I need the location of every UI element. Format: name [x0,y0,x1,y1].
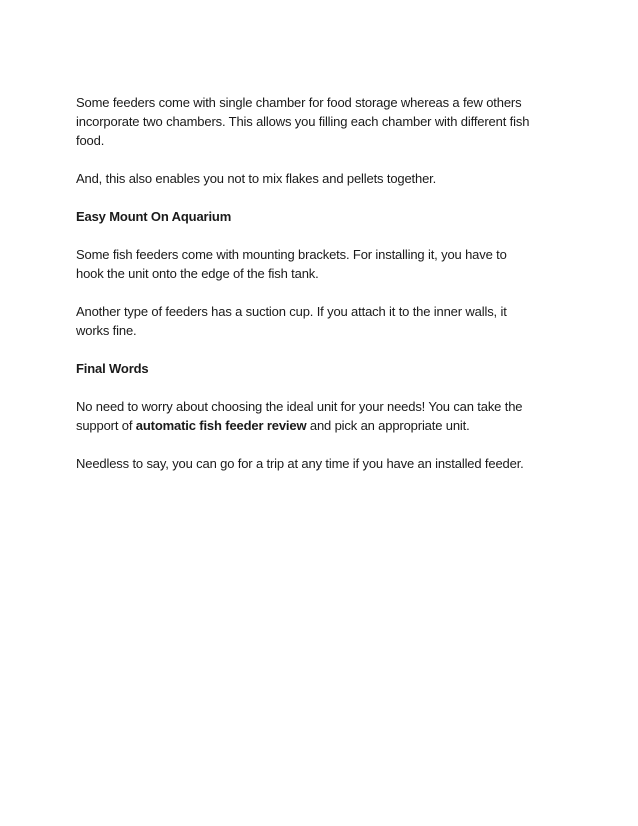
text-line: food. [76,133,105,148]
text-line: Needless to say, you can go for a trip at any time if you have an installed feeder. [76,456,524,471]
text-line: Some feeders come with single chamber for food storage whereas a few others [76,95,522,110]
paragraph-choosing-unit [76,397,576,435]
paragraph-mounting-brackets [76,245,576,283]
paragraph-trip [76,454,576,473]
text-line: And, this also enables you not to mix flakes and pellets together. [76,171,437,186]
text-fragment: support of [76,418,136,433]
text-line: Another type of feeders has a suction cup. If you attach it to the inner walls, it [76,304,507,319]
text-line: hook the unit onto the edge of the fish tank. [76,266,319,281]
section-heading-final-words: Final Words [76,361,149,376]
text-fragment: and pick an appropriate unit. [306,418,470,433]
document-body [76,93,576,492]
text-line: works fine. [76,323,137,338]
text-line: incorporate two chambers. This allows you filling each chamber with different fish [76,114,530,129]
text-line: Some fish feeders come with mounting brackets. For installing it, you have to [76,247,507,262]
section-heading-easy-mount: Easy Mount On Aquarium [76,209,232,224]
paragraph-flakes-pellets [76,169,576,188]
paragraph-chambers [76,93,576,150]
bold-keyword: automatic fish feeder review [135,418,307,433]
paragraph-suction-cup [76,302,576,340]
text-line: No need to worry about choosing the ideal unit for your needs! You can take the [76,399,523,414]
